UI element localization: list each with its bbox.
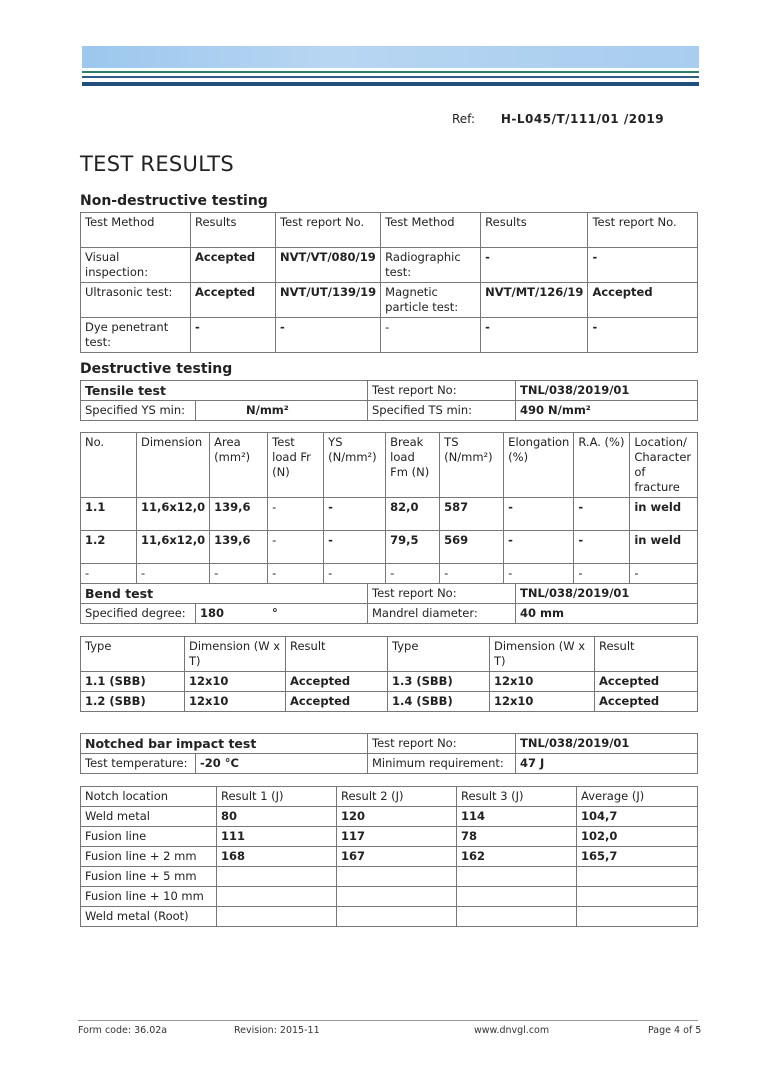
table-row [81, 672, 698, 692]
table-header: Type [81, 637, 185, 672]
ndt-table [80, 212, 698, 353]
table-cell: 12x10 [185, 672, 286, 692]
table-cell: - [504, 531, 574, 564]
table-cell: Weld metal [81, 807, 217, 827]
table-cell: 12x10 [490, 692, 595, 712]
bend-summary [80, 583, 698, 624]
ts-label: Specified TS min: [368, 401, 516, 421]
table-cell [217, 867, 337, 887]
table-cell: 165,7 [577, 847, 698, 867]
table-cell: - [381, 318, 481, 353]
header-banner [82, 46, 699, 68]
table-header: Dimension (W x T) [490, 637, 595, 672]
table-header: R.A. (%) [574, 433, 630, 498]
table-cell: Accepted [286, 672, 388, 692]
table-header: Average (J) [577, 787, 698, 807]
table-cell: Fusion line + 2 mm [81, 847, 217, 867]
table-cell [337, 887, 457, 907]
table-header: Results [481, 213, 588, 248]
table-cell: Radiographic test: [381, 248, 481, 283]
table-row [81, 847, 698, 867]
mandrel-value: 40 mm [516, 604, 698, 624]
table-header-row [81, 433, 698, 498]
table-cell: 102,0 [577, 827, 698, 847]
table-row [81, 867, 698, 887]
mandrel-label: Mandrel diameter: [368, 604, 516, 624]
report-number: TNL/038/2019/01 [516, 584, 698, 604]
report-label: Test report No: [368, 734, 516, 754]
table-cell: 80 [217, 807, 337, 827]
table-cell [577, 887, 698, 907]
table-header-row [81, 637, 698, 672]
degree-unit: ° [272, 606, 278, 620]
table-row [81, 531, 698, 564]
table-cell: - [324, 498, 386, 531]
impact-title: Notched bar impact test [81, 734, 368, 754]
table-cell: - [276, 318, 381, 353]
table-header: Type [388, 637, 490, 672]
website: www.dnvgl.com [474, 1025, 550, 1036]
form-code: Form code: 36.02a [78, 1025, 168, 1036]
table-cell: Accepted [191, 248, 276, 283]
tensile-table [80, 432, 698, 584]
table-cell: 1.4 (SBB) [388, 692, 490, 712]
table-row [81, 887, 698, 907]
table-header: Test report No. [588, 213, 698, 248]
table-cell: 79,5 [386, 531, 440, 564]
table-cell: Accepted [588, 283, 698, 318]
table-row [81, 564, 698, 584]
min-label: Minimum requirement: [368, 754, 516, 774]
table-cell: - [137, 564, 210, 584]
ys-label: Specified YS min: [81, 401, 196, 421]
table-cell: 111 [217, 827, 337, 847]
table-header: Notch location [81, 787, 217, 807]
table-header: No. [81, 433, 137, 498]
table-cell: NVT/UT/139/19 [276, 283, 381, 318]
table-header: Break load Fm (N) [386, 433, 440, 498]
table-cell: 11,6x12,0 [137, 498, 210, 531]
table-cell: 1.3 (SBB) [388, 672, 490, 692]
table-cell: 12x10 [185, 692, 286, 712]
temp-label: Test temperature: [81, 754, 196, 774]
table-header: Area (mm²) [210, 433, 268, 498]
table-cell: - [504, 498, 574, 531]
table-row [81, 827, 698, 847]
table-cell: NVT/VT/080/19 [276, 248, 381, 283]
ref-value: H-L045/T/111/01 /2019 [500, 112, 665, 126]
tensile-title: Tensile test [81, 381, 368, 401]
table-cell: in weld [630, 531, 698, 564]
table-row [81, 498, 698, 531]
table-cell: 120 [337, 807, 457, 827]
ndt-heading: Non-destructive testing [80, 193, 268, 209]
table-cell: - [630, 564, 698, 584]
table-cell [577, 907, 698, 927]
table-cell: 587 [440, 498, 504, 531]
report-label: Test report No: [368, 381, 516, 401]
table-cell: - [481, 248, 588, 283]
table-header-row [81, 213, 698, 248]
table-header: Test Method [381, 213, 481, 248]
table-header: Result 1 (J) [217, 787, 337, 807]
table-cell: - [324, 564, 386, 584]
table-cell: Visual inspection: [81, 248, 191, 283]
table-cell: - [574, 531, 630, 564]
table-cell: - [81, 564, 137, 584]
reference [452, 112, 664, 126]
min-value: 47 J [516, 754, 698, 774]
table-cell [457, 887, 577, 907]
table-cell: Weld metal (Root) [81, 907, 217, 927]
table-cell: Accepted [595, 672, 698, 692]
table-cell: 12x10 [490, 672, 595, 692]
table-cell: 82,0 [386, 498, 440, 531]
report-label: Test report No: [368, 584, 516, 604]
table-cell: 139,6 [210, 531, 268, 564]
table-cell: 117 [337, 827, 457, 847]
header-line [82, 82, 699, 86]
header-line [82, 71, 699, 73]
report-number: TNL/038/2019/01 [516, 734, 698, 754]
table-cell [217, 887, 337, 907]
table-cell: 11,6x12,0 [137, 531, 210, 564]
table-header: Elongation (%) [504, 433, 574, 498]
degree-label: Specified degree: [81, 604, 196, 624]
impact-summary [80, 733, 698, 774]
table-cell: - [574, 564, 630, 584]
table-cell: Ultrasonic test: [81, 283, 191, 318]
table-header: Result [286, 637, 388, 672]
table-cell [217, 907, 337, 927]
table-row [81, 807, 698, 827]
table-cell: 1.2 [81, 531, 137, 564]
table-cell: - [210, 564, 268, 584]
table-cell: 168 [217, 847, 337, 867]
table-cell: - [588, 318, 698, 353]
table-header: Result 2 (J) [337, 787, 457, 807]
tensile-summary [80, 380, 698, 421]
revision: Revision: 2015-11 [234, 1025, 320, 1036]
table-cell: 162 [457, 847, 577, 867]
table-cell: 1.1 [81, 498, 137, 531]
table-header-row [81, 787, 698, 807]
table-header: Dimension [137, 433, 210, 498]
table-header: Test load Fr (N) [268, 433, 324, 498]
impact-table [80, 786, 698, 927]
table-cell [337, 907, 457, 927]
table-cell: - [268, 531, 324, 564]
table-cell [577, 867, 698, 887]
ref-label: Ref: [452, 112, 476, 126]
table-cell: Fusion line [81, 827, 217, 847]
table-header: YS (N/mm²) [324, 433, 386, 498]
table-row [81, 692, 698, 712]
table-cell: - [504, 564, 574, 584]
footer-divider [78, 1020, 698, 1021]
table-cell [337, 867, 457, 887]
table-header: TS (N/mm²) [440, 433, 504, 498]
page-number: Page 4 of 5 [648, 1025, 702, 1036]
table-cell: - [268, 564, 324, 584]
table-cell: NVT/MT/126/19 [481, 283, 588, 318]
bend-title: Bend test [81, 584, 368, 604]
table-cell: 569 [440, 531, 504, 564]
table-cell: Accepted [595, 692, 698, 712]
table-cell: 1.2 (SBB) [81, 692, 185, 712]
table-cell: Fusion line + 10 mm [81, 887, 217, 907]
table-header: Test Method [81, 213, 191, 248]
table-row [81, 248, 698, 283]
table-header: Location/ Character of fracture [630, 433, 698, 498]
ts-value: 490 N/mm² [516, 401, 698, 421]
table-cell: - [588, 248, 698, 283]
ys-value: N/mm² [196, 401, 368, 421]
table-cell: - [324, 531, 386, 564]
degree-value [196, 604, 368, 624]
table-header: Test report No. [276, 213, 381, 248]
page-title: TEST RESULTS [80, 152, 235, 176]
table-cell: 1.1 (SBB) [81, 672, 185, 692]
table-cell: 104,7 [577, 807, 698, 827]
table-header: Results [191, 213, 276, 248]
table-row [81, 907, 698, 927]
table-cell: in weld [630, 498, 698, 531]
table-cell: Accepted [191, 283, 276, 318]
table-cell: 78 [457, 827, 577, 847]
table-cell: Accepted [286, 692, 388, 712]
table-header: Dimension (W x T) [185, 637, 286, 672]
table-cell [457, 907, 577, 927]
table-cell: Dye penetrant test: [81, 318, 191, 353]
header-line [82, 76, 699, 78]
table-cell: - [574, 498, 630, 531]
dt-heading: Destructive testing [80, 361, 233, 377]
table-cell: - [386, 564, 440, 584]
table-cell: 167 [337, 847, 457, 867]
table-cell: - [268, 498, 324, 531]
table-header: Result 3 (J) [457, 787, 577, 807]
table-cell: 114 [457, 807, 577, 827]
degree-number: 180 [200, 606, 225, 620]
report-number: TNL/038/2019/01 [516, 381, 698, 401]
table-row [81, 283, 698, 318]
table-cell: - [481, 318, 588, 353]
table-row [81, 318, 698, 353]
table-cell: 139,6 [210, 498, 268, 531]
table-header: Result [595, 637, 698, 672]
temp-value: -20 °C [196, 754, 368, 774]
table-cell: Fusion line + 5 mm [81, 867, 217, 887]
bend-table [80, 636, 698, 712]
table-cell [457, 867, 577, 887]
table-cell: - [440, 564, 504, 584]
table-cell: Magnetic particle test: [381, 283, 481, 318]
table-cell: - [191, 318, 276, 353]
